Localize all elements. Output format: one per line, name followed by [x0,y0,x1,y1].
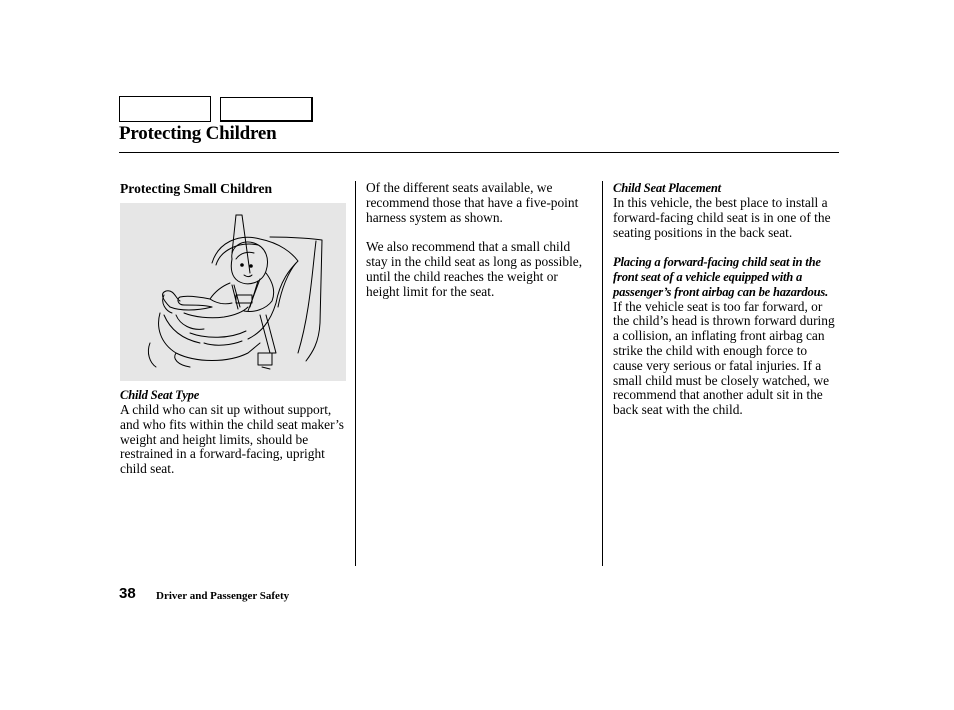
airbag-warning-body: If the vehicle seat is too far forward, or the child’s head is thrown forward during a collision, an inflating front airbag can strike the child with enough force to cause very serious or fatal injuries. If a small child must be closely watched, we recommend that another adult sit in the back seat with the child. [613,298,835,418]
page-title: Protecting Children [119,123,277,144]
child-seat-illustration [120,203,346,381]
airbag-warning-lead: Placing a forward-facing child seat in the front seat of a vehicle equipped with a passenger’s front airbag can be hazardous. [613,255,829,299]
page-number: 38 [119,585,136,602]
header-tab-box-left [119,96,211,122]
column-divider-1 [355,181,356,566]
header-tab-box-right [220,97,313,122]
harness-recommendation-paragraph: Of the different seats available, we recommend those that have a five-point harness system as shown. [366,180,579,225]
child-seat-type-subheading: Child Seat Type [120,388,200,402]
section-heading: Protecting Small Children [120,181,273,196]
placement-paragraph: In this vehicle, the best place to install a forward-facing child seat is in one of the seating positions in the back seat. [613,195,831,240]
child-seat-drawing [120,203,346,381]
footer-section-label: Driver and Passenger Safety [156,590,290,602]
column-divider-2 [602,181,603,566]
child-seat-placement-subheading: Child Seat Placement [613,181,721,195]
airbag-warning-paragraph [613,255,839,418]
column-2 [366,181,594,299]
seat-duration-paragraph: We also recommend that a small child stay in the child seat as long as possible, until the child reaches the weight or height limit for the seat. [366,239,583,299]
child-seat-type-body: A child who can sit up without support, and who fits within the child seat maker’s weight and height limits, should be restrained in a forward-facing, upright child seat. [120,402,344,477]
title-rule [119,152,839,153]
column-3 [613,181,839,418]
column-1 [120,181,352,477]
